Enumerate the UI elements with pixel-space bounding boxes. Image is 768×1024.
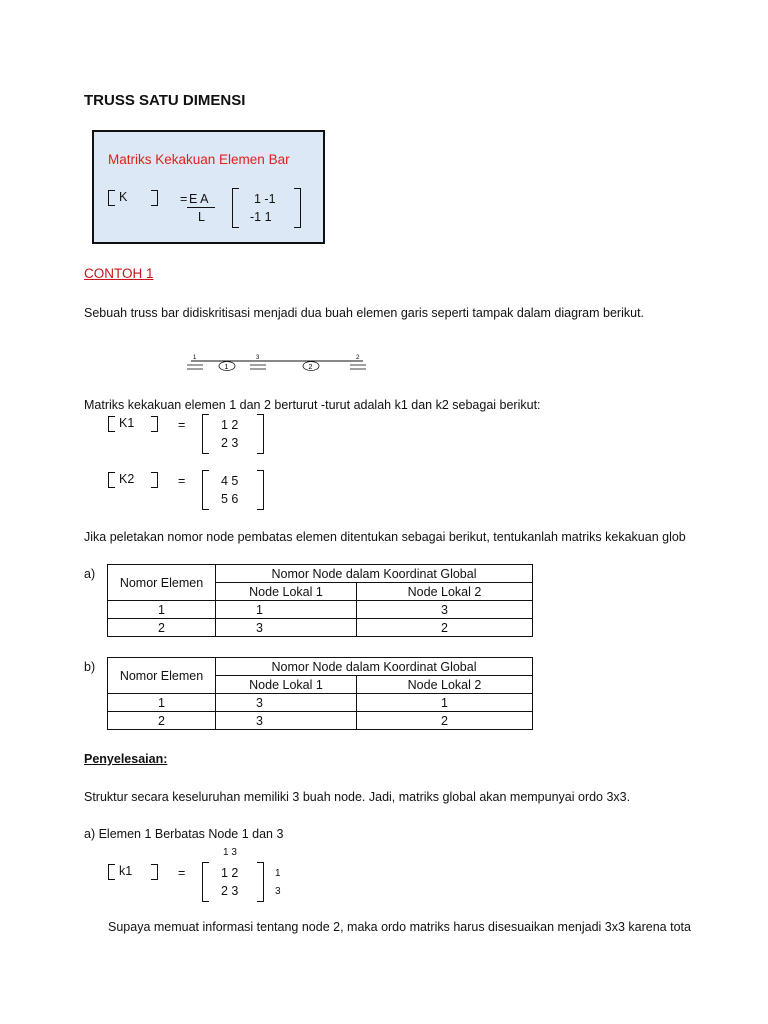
paragraph-1: Sebuah truss bar didiskritisasi menjadi dua buah elemen garis seperti tampak dalam diagram berikut. xyxy=(84,306,645,320)
k1-row-2: 2 3 xyxy=(221,436,239,450)
table-cell: 1 xyxy=(357,694,533,712)
ea-numerator: E A xyxy=(189,192,209,206)
k2-bracket-right xyxy=(257,470,264,510)
k1b-column-labels: 1 3 xyxy=(223,847,237,858)
element-1-circle xyxy=(219,362,235,372)
k1b-row-1: 1 2 xyxy=(221,866,239,880)
k1-row-1: 1 2 xyxy=(221,418,239,432)
header-lokal-1: Node Lokal 1 xyxy=(216,583,357,601)
node-2-support xyxy=(350,355,366,369)
matrix-row-2: -1 1 xyxy=(250,210,272,224)
k1b-row-label-1: 1 xyxy=(275,868,281,879)
k1-bracket-right xyxy=(257,414,264,454)
table-cell: 3 xyxy=(216,619,357,637)
l-denominator: L xyxy=(198,210,205,224)
node-1-support xyxy=(187,355,203,369)
matrix-row-1: 1 -1 xyxy=(254,192,276,206)
k1b-row-2: 2 3 xyxy=(221,884,239,898)
header-lokal-1: Node Lokal 1 xyxy=(216,676,357,694)
header-nomor-elemen: Nomor Elemen xyxy=(108,658,216,694)
truss-diagram xyxy=(185,350,370,375)
paragraph-2: Matriks kekakuan elemen 1 dan 2 berturut -turut adalah k1 dan k2 sebagai berikut: xyxy=(84,398,541,412)
node-label-3: 3 xyxy=(256,355,260,361)
k1b-row-label-2: 3 xyxy=(275,886,281,897)
box-title: Matriks Kekakuan Elemen Bar xyxy=(108,152,290,167)
node-label-1: 1 xyxy=(193,355,197,361)
k2-label-box: K2 xyxy=(108,472,158,488)
paragraph-3: Jika peletakan nomor node pembatas elemen ditentukan sebagai berikut, tentukanlah matriks kekakuan glob xyxy=(84,530,686,544)
table-cell: 2 xyxy=(108,712,216,730)
table-cell: 3 xyxy=(216,694,357,712)
table-cell: 2 xyxy=(357,619,533,637)
section-a-heading: a) Elemen 1 Berbatas Node 1 dan 3 xyxy=(84,827,284,841)
header-nomor-elemen: Nomor Elemen xyxy=(108,565,216,601)
table-row xyxy=(108,601,533,619)
contoh-heading: CONTOH 1 xyxy=(84,266,154,281)
table-cell: 1 xyxy=(108,694,216,712)
table-cell: 2 xyxy=(357,712,533,730)
page-title: TRUSS SATU DIMENSI xyxy=(84,92,246,109)
table-cell: 1 xyxy=(216,601,357,619)
table-cell: 3 xyxy=(357,601,533,619)
table-row xyxy=(108,619,533,637)
matrix-bracket-right xyxy=(294,188,301,228)
header-global: Nomor Node dalam Koordinat Global xyxy=(216,565,533,583)
stiffness-formula-box xyxy=(92,130,325,244)
element-label-2: 2 xyxy=(308,364,313,371)
table-cell: 3 xyxy=(216,712,357,730)
k1b-equals: = xyxy=(178,866,186,880)
node-3-support xyxy=(250,355,266,369)
k1-bracket-left xyxy=(202,414,209,454)
k1-equals: = xyxy=(178,418,186,432)
element-2-circle xyxy=(303,362,319,372)
matrix-bracket-left xyxy=(232,188,239,228)
header-lokal-2: Node Lokal 2 xyxy=(357,676,533,694)
element-label-1: 1 xyxy=(224,364,229,371)
penyelesaian-heading: Penyelesaian: xyxy=(84,752,168,766)
paragraph-5: Supaya memuat informasi tentang node 2, maka ordo matriks harus disesuaikan menjadi 3x3 karena tota xyxy=(108,920,691,934)
k2-row-1: 4 5 xyxy=(221,474,239,488)
k1-label-box: K1 xyxy=(108,416,158,432)
equals-sign: = xyxy=(180,192,188,206)
table-cell: 2 xyxy=(108,619,216,637)
k1b-bracket-right xyxy=(257,862,264,902)
table-a-marker: a) xyxy=(84,567,96,581)
k-matrix-label: K xyxy=(108,190,158,206)
k1b-bracket-left xyxy=(202,862,209,902)
header-global: Nomor Node dalam Koordinat Global xyxy=(216,658,533,676)
k2-equals: = xyxy=(178,474,186,488)
k2-bracket-left xyxy=(202,470,209,510)
node-table-a xyxy=(107,564,533,637)
node-table-b xyxy=(107,657,533,730)
header-lokal-2: Node Lokal 2 xyxy=(357,583,533,601)
table-row xyxy=(108,694,533,712)
k1b-label-box: k1 xyxy=(108,864,158,880)
k2-row-2: 5 6 xyxy=(221,492,239,506)
table-cell: 1 xyxy=(108,601,216,619)
paragraph-4: Struktur secara keseluruhan memiliki 3 buah node. Jadi, matriks global akan mempunyai ordo 3x3. xyxy=(84,790,631,804)
table-b-marker: b) xyxy=(84,660,96,674)
table-row xyxy=(108,712,533,730)
node-label-2: 2 xyxy=(356,355,360,361)
fraction-bar xyxy=(187,207,215,208)
